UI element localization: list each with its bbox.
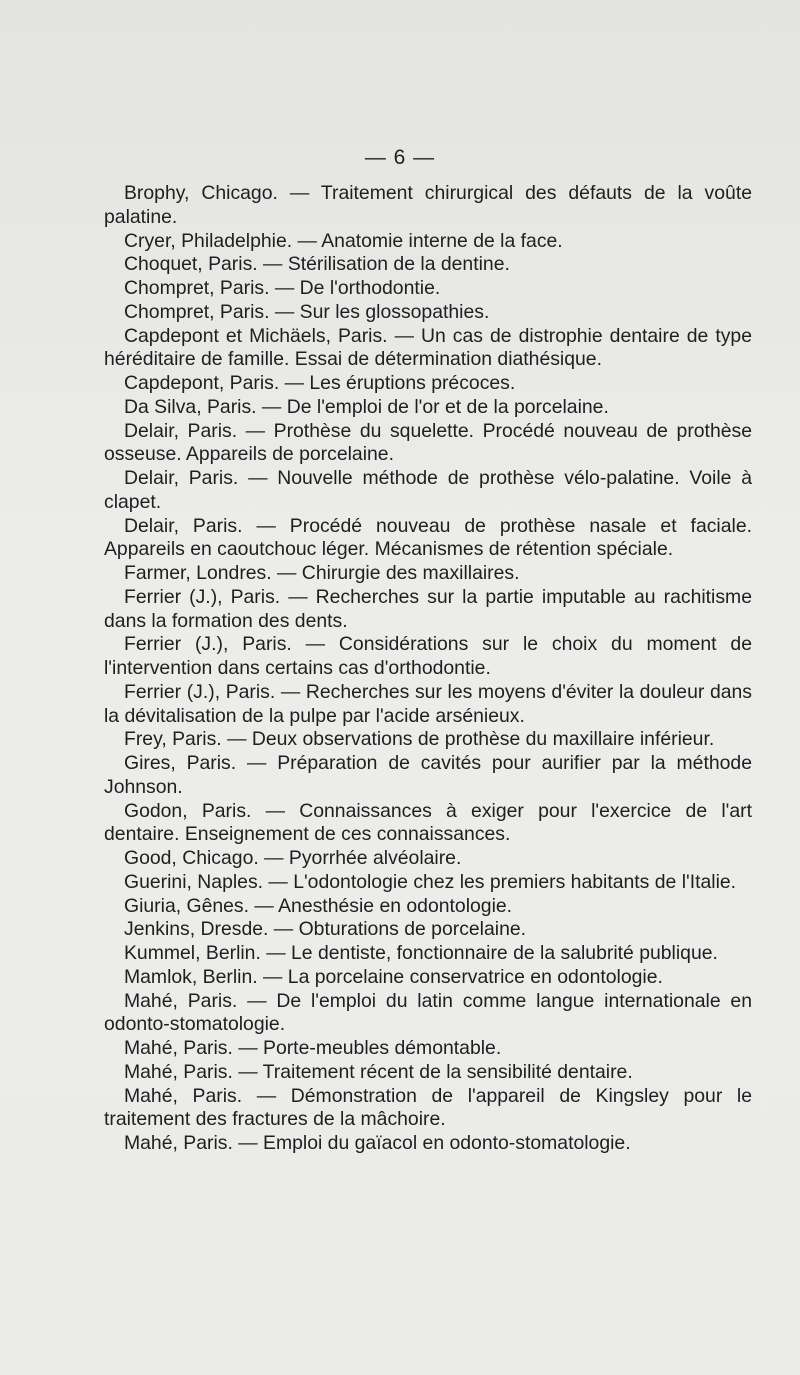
list-item: Mahé, Paris. — Démonstration de l'appareil de Kingsley pour le traitement des fractures de la mâchoire. [104, 1084, 752, 1131]
list-item: Kummel, Berlin. — Le dentiste, fonctionnaire de la salubrité publique. [124, 942, 718, 964]
list-item: Capdepont, Paris. — Les éruptions précoces. [124, 372, 516, 394]
list-item: Guerini, Naples. — L'odontologie chez les premiers habitants de l'Italie. [124, 870, 737, 893]
list-item: Capdepont et Michäels, Paris. — Un cas de distrophie dentaire de type héréditaire de famille. Essai de détermination diathésique. [104, 324, 752, 371]
list-item: Ferrier (J.), Paris. — Considérations sur le choix du moment de l'intervention dans certains cas d'orthodontie. [104, 633, 752, 679]
page-number: — 6 — [364, 146, 436, 169]
list-item: Giuria, Gênes. — Anesthésie en odontologie. [124, 894, 513, 917]
list-item: Delair, Paris. — Procédé nouveau de prothèse nasale et faciale. Appareils en caoutchouc léger. Mécanismes de rétention spéciale. [104, 514, 752, 561]
list-item: Ferrier (J.), Paris. — Recherches sur les moyens d'éviter la douleur dans la dévitalisation de la pulpe par l'acide arsénieux. [104, 680, 752, 727]
list-item: Chompret, Paris. — De l'orthodontie. [124, 277, 441, 299]
list-item: Good, Chicago. — Pyorrhée alvéolaire. [124, 847, 462, 869]
bibliography-list [104, 182, 752, 1156]
list-item: Cryer, Philadelphie. — Anatomie interne de la face. [124, 229, 563, 252]
list-item: Delair, Paris. — Prothèse du squelette. Procédé nouveau de prothèse osseuse. Appareils de porcelaine. [104, 419, 752, 466]
list-item: Gires, Paris. — Préparation de cavités pour aurifier par la méthode Johnson. [104, 752, 752, 798]
list-item: Da Silva, Paris. — De l'emploi de l'or et de la porcelaine. [124, 395, 609, 418]
list-item: Godon, Paris. — Connaissances à exiger pour l'exercice de l'art dentaire. Enseignement de ces connaissances. [104, 799, 752, 846]
list-item: Frey, Paris. — Deux observations de prothèse du maxillaire inférieur. [124, 728, 715, 751]
list-item: Brophy, Chicago. — Traitement chirurgical des défauts de la voûte palatine. [104, 182, 752, 228]
list-item: Choquet, Paris. — Stérilisation de la dentine. [124, 253, 510, 276]
list-item: Chompret, Paris. — Sur les glossopathies. [124, 300, 490, 323]
list-item: Mamlok, Berlin. — La porcelaine conservatrice en odontologie. [124, 965, 663, 988]
list-item: Mahé, Paris. — Porte-meubles démontable. [124, 1037, 502, 1059]
list-item: Farmer, Londres. — Chirurgie des maxillaires. [124, 562, 520, 584]
list-item: Delair, Paris. — Nouvelle méthode de prothèse vélo-palatine. Voile à clapet. [104, 467, 752, 513]
list-item: Mahé, Paris. — Emploi du gaïacol en odonto-stomatologie. [124, 1132, 631, 1154]
list-item: Ferrier (J.), Paris. — Recherches sur la partie imputable au rachitisme dans la formation des dents. [104, 585, 752, 632]
list-item: Mahé, Paris. — Traitement récent de la sensibilité dentaire. [124, 1060, 633, 1083]
list-item: Mahé, Paris. — De l'emploi du latin comme langue internationale en odonto-stomatologie. [104, 989, 752, 1036]
list-item: Jenkins, Dresde. — Obturations de porcelaine. [124, 918, 527, 941]
